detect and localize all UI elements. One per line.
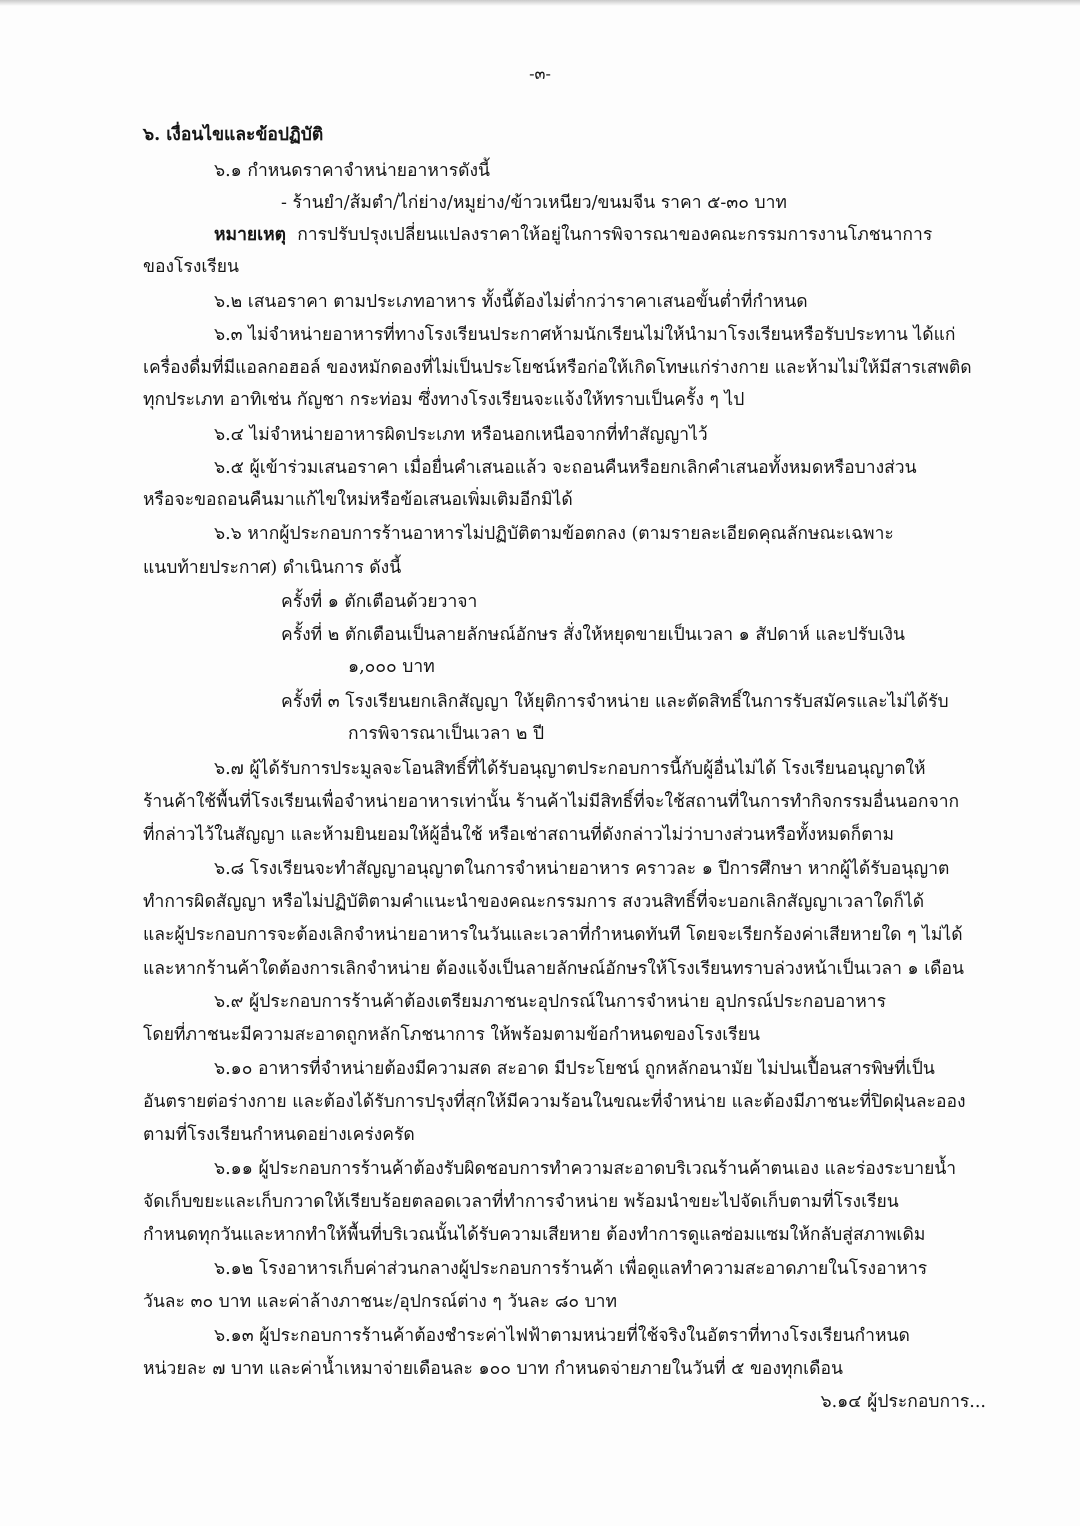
penalty-1: ครั้งที่ ๑ ตักเตือนด้วยวาจา <box>281 592 478 612</box>
clause-6-10-line-2: อันตรายต่อร่างกาย และต้องได้รับการปรุงที่สุกให้มีความร้อนในขณะที่จำหน่าย และต้องมีภาชนะที่ปิดฝุ่นละออง <box>143 1092 966 1112</box>
clause-6-3: ๖.๓ ไม่จำหน่ายอาหารที่ทางโรงเรียนประกาศห้ามนักเรียนไม่ให้นำมาโรงเรียนหรือรับประทาน ได้แก่ <box>214 325 956 345</box>
penalty-2: ครั้งที่ ๒ ตักเตือนเป็นลายลักษณ์อักษร สั่งให้หยุดขายเป็นเวลา ๑ สัปดาห์ และปรับเงิน <box>281 625 905 645</box>
penalty-3-continuation: การพิจารณาเป็นเวลา ๒ ปี <box>348 724 545 744</box>
clause-6-12: ๖.๑๒ โรงอาหารเก็บค่าส่วนกลางผู้ประกอบการร้านค้า เพื่อดูแลทำความสะอาดภายในโรงอาหาร <box>214 1259 928 1279</box>
clause-6-7: ๖.๗ ผู้ได้รับการประมูลจะโอนสิทธิ์ที่ได้รับอนุญาตประกอบการนี้กับผู้อื่นไม่ได้ โรงเรียนอนุญาตให้ <box>214 759 926 779</box>
clause-6-8: ๖.๘ โรงเรียนจะทำสัญญาอนุญาตในการจำหน่ายอาหาร คราวละ ๑ ปีการศึกษา หากผู้ได้รับอนุญาต <box>214 859 950 879</box>
note-label: หมายเหตุ <box>214 225 287 245</box>
clause-6-6-line-2: แนบท้ายประกาศ) ดำเนินการ ดังนี้ <box>143 558 402 578</box>
clause-6-11-line-2: จัดเก็บขยะและเก็บกวาดให้เรียบร้อยตลอดเวลาที่ทำการจำหน่าย พร้อมนำขยะไปจัดเก็บตามที่โรงเรียน <box>143 1192 899 1212</box>
clause-6-7-line-3: ที่กล่าวไว้ในสัญญา และห้ามยินยอมให้ผู้อื่นใช้ หรือเช่าสถานที่ดังกล่าวไม่ว่าบางส่วนหรือทั้งหมดก็ตาม <box>143 825 894 845</box>
clause-6-7-line-2: ร้านค้าใช้พื้นที่โรงเรียนเพื่อจำหน่ายอาหารเท่านั้น ร้านค้าไม่มีสิทธิ์ที่จะใช้สถานที่ในการทำกิจกรรมอื่นนอกจาก <box>143 792 960 812</box>
clause-6-10: ๖.๑๐ อาหารที่จำหน่ายต้องมีความสด สะอาด มีประโยชน์ ถูกหลักอนามัย ไม่ปนเปื้อนสารพิษที่เป็น <box>214 1059 935 1079</box>
scan-edge <box>0 0 1080 6</box>
clause-6-5-line-2: หรือจะขอถอนคืนมาแก้ไขใหม่หรือข้อเสนอเพิ่มเติมอีกมิได้ <box>143 490 573 510</box>
clause-6-9: ๖.๙ ผู้ประกอบการร้านค้าต้องเตรียมภาชนะอุปกรณ์ในการจำหน่าย อุปกรณ์ประกอบอาหาร <box>214 992 886 1012</box>
note-line <box>214 222 932 248</box>
clause-6-8-line-2: ทำการผิดสัญญา หรือไม่ปฏิบัติตามคำแนะนำของคณะกรรมการ สงวนสิทธิ์ที่จะบอกเลิกสัญญาเวลาใดก็ได้ <box>143 892 925 912</box>
clause-6-3-line-3: ทุกประเภท อาทิเช่น กัญชา กระท่อม ซึ่งทางโรงเรียนจะแจ้งให้ทราบเป็นครั้ง ๆ ไป <box>143 390 745 410</box>
clause-6-6: ๖.๖ หากผู้ประกอบการร้านอาหารไม่ปฏิบัติตามข้อตกลง (ตามรายละเอียดคุณลักษณะเฉพาะ <box>214 524 894 544</box>
clause-6-8-line-4: และหากร้านค้าใดต้องการเลิกจำหน่าย ต้องแจ้งเป็นลายลักษณ์อักษรให้โรงเรียนทราบล่วงหน้าเป็นเวลา ๑ เดือน <box>143 959 965 979</box>
clause-6-9-line-2: โดยที่ภาชนะมีความสะอาดถูกหลักโภชนาการ ให้พร้อมตามข้อกำหนดของโรงเรียน <box>143 1025 760 1045</box>
note-continuation: ของโรงเรียน <box>143 257 239 277</box>
clause-6-13-line-2: หน่วยละ ๗ บาท และค่าน้ำเหมาจ่ายเดือนละ ๑๐๐ บาท กำหนดจ่ายภายในวันที่ ๕ ของทุกเดือน <box>143 1359 843 1379</box>
clause-6-8-line-3: และผู้ประกอบการจะต้องเลิกจำหน่ายอาหารในวันและเวลาที่กำหนดทันที โดยจะเรียกร้องค่าเสียหายใด ๆ ไม่ได้ <box>143 925 963 945</box>
penalty-3: ครั้งที่ ๓ โรงเรียนยกเลิกสัญญา ให้ยุติการจำหน่าย และตัดสิทธิ์ในการรับสมัครและไม่ได้รับ <box>281 692 949 712</box>
clause-6-2: ๖.๒ เสนอราคา ตามประเภทอาหาร ทั้งนี้ต้องไม่ต่ำกว่าราคาเสนอขั้นต่ำที่กำหนด <box>214 292 808 312</box>
penalty-2-continuation: ๑,๐๐๐ บาท <box>348 657 435 677</box>
continuation-marker: ๖.๑๔ ผู้ประกอบการ... <box>820 1392 986 1412</box>
clause-6-11: ๖.๑๑ ผู้ประกอบการร้านค้าต้องรับผิดชอบการทำความสะอาดบริเวณร้านค้าตนเอง และร่องระบายน้ำ <box>214 1159 957 1179</box>
page-number: -๓- <box>529 64 551 83</box>
clause-6-3-line-2: เครื่องดื่มที่มีแอลกอฮอล์ ของหมักดองที่ไม่เป็นประโยชน์หรือก่อให้เกิดโทษแก่ร่างกาย และห้ามไม่ให้มีสารเสพติด <box>143 358 972 378</box>
clause-6-1-item: - ร้านยำ/ส้มตำ/ไก่ย่าง/หมูย่าง/ข้าวเหนียว/ขนมจีน ราคา ๕-๓๐ บาท <box>281 193 787 213</box>
clause-6-10-line-3: ตามที่โรงเรียนกำหนดอย่างเคร่งครัด <box>143 1125 415 1145</box>
clause-6-1: ๖.๑ กำหนดราคาจำหน่ายอาหารดังนี้ <box>214 161 491 181</box>
clause-6-12-line-2: วันละ ๓๐ บาท และค่าล้างภาชนะ/อุปกรณ์ต่าง ๆ วันละ ๘๐ บาท <box>143 1292 618 1312</box>
clause-6-5: ๖.๕ ผู้เข้าร่วมเสนอราคา เมื่อยื่นคำเสนอแล้ว จะถอนคืนหรือยกเลิกคำเสนอทั้งหมดหรือบางส่วน <box>214 458 917 478</box>
clause-6-11-line-3: กำหนดทุกวันและหากทำให้พื้นที่บริเวณนั้นได้รับความเสียหาย ต้องทำการดูแลซ่อมแซมให้กลับสู่สภาพเดิม <box>143 1225 926 1245</box>
clause-6-13: ๖.๑๓ ผู้ประกอบการร้านค้าต้องชำระค่าไฟฟ้าตามหน่วยที่ใช้จริงในอัตราที่ทางโรงเรียนกำหนด <box>214 1326 910 1346</box>
note-text: การปรับปรุงเปลี่ยนแปลงราคาให้อยู่ในการพิจารณาของคณะกรรมการงานโภชนาการ <box>297 225 933 245</box>
clause-6-4: ๖.๔ ไม่จำหน่ายอาหารผิดประเภท หรือนอกเหนือจากที่ทำสัญญาไว้ <box>214 425 708 445</box>
section-title: ๖. เงื่อนไขและข้อปฏิบัติ <box>143 125 324 145</box>
